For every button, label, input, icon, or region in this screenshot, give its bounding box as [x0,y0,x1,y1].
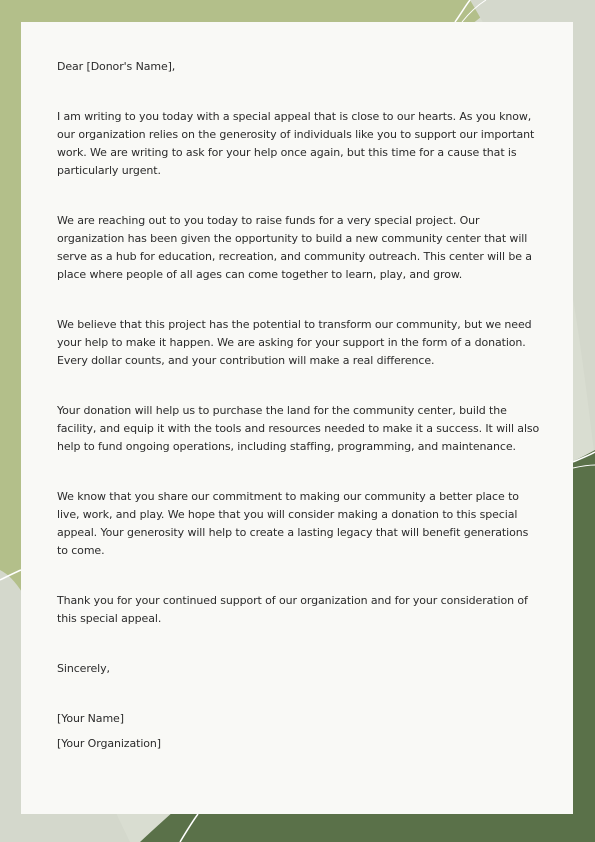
paragraph-5: We know that you share our commitment to making our community a better place to live, work, and play. We hope that you will consider making a donation to this special appeal. Your generosity will help to create a lasting legacy that will benefit generations to come. [57,490,529,557]
signature-name: [Your Name] [57,712,124,725]
paragraph-1: I am writing to you today with a special appeal that is close to our hearts. As you know, our organization relies on the generosity of individuals like you to support our important work. We are writing to ask for your help once again, but this time for a cause that is particularly urgent. [57,110,535,177]
closing: Sincerely, [57,662,110,675]
signature-organization: [Your Organization] [57,737,161,750]
letter-sheet [21,22,573,814]
paragraph-3: We believe that this project has the potential to transform our community, but we need your help to make it happen. We are asking for your support in the form of a donation. Every dollar counts, and your contribution will make a real difference. [57,318,532,367]
paragraph-2: We are reaching out to you today to raise funds for a very special project. Our organization has been given the opportunity to build a new community center that will serve as a hub for education, recreation, and community outreach. This center will be a place where people of all ages can come together to learn, play, and grow. [57,214,532,281]
greeting: Dear [Donor's Name], [57,60,176,73]
paragraph-6: Thank you for your continued support of our organization and for your consideration of this special appeal. [57,594,528,625]
letter-body [57,58,541,753]
paragraph-4: Your donation will help us to purchase the land for the community center, build the facility, and equip it with the tools and resources needed to make it a success. It will also help to fund ongoing operations, including staffing, programming, and maintenance. [57,404,540,453]
